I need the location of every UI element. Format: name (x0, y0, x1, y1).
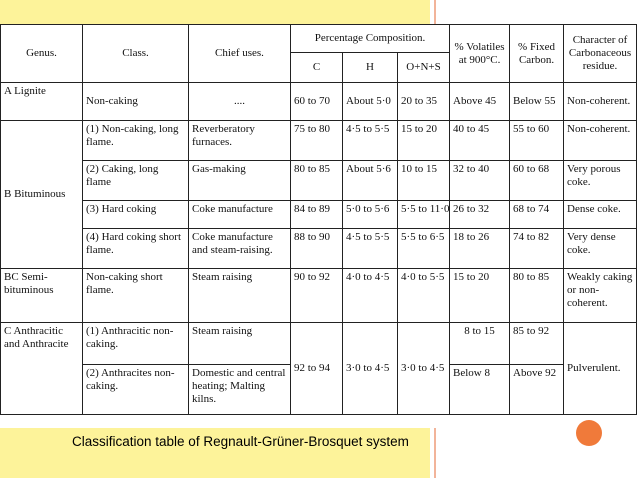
genus-bituminous: B Bituminous (1, 121, 83, 269)
cell-h: About 5·6 (343, 161, 398, 201)
table-row (1, 121, 637, 161)
genus-lignite: A Lignite (1, 83, 83, 121)
cell-c: 90 to 92 (291, 269, 343, 323)
cell-volatiles: Above 45 (450, 83, 510, 121)
cell-c: 88 to 90 (291, 229, 343, 269)
cell-character: Pulverulent. (564, 323, 637, 415)
cell-character: Non-coherent. (564, 83, 637, 121)
cell-volatiles: Below 8 (450, 365, 510, 415)
cell-uses: Reverberatory furnaces. (189, 121, 291, 161)
cell-fixed-carbon: 68 to 74 (510, 201, 564, 229)
accent-circle (576, 420, 602, 446)
cell-c: 92 to 94 (291, 323, 343, 415)
cell-class: Non-caking (83, 83, 189, 121)
classification-table (0, 24, 637, 415)
header-genus: Genus. (1, 25, 83, 83)
cell-volatiles: 15 to 20 (450, 269, 510, 323)
cell-character: Non-coherent. (564, 121, 637, 161)
table-row (1, 269, 637, 323)
classification-table-image (0, 24, 638, 428)
cell-ons: 20 to 35 (398, 83, 450, 121)
header-percentage-composition: Percentage Composition. (291, 25, 450, 53)
cell-fixed-carbon: 60 to 68 (510, 161, 564, 201)
cell-uses: Steam raising (189, 323, 291, 365)
cell-character: Very porous coke. (564, 161, 637, 201)
header-c: C (291, 53, 343, 83)
cell-ons: 5·5 to 6·5 (398, 229, 450, 269)
header-chief-uses: Chief uses. (189, 25, 291, 83)
cell-h: 4·5 to 5·5 (343, 121, 398, 161)
cell-character: Weakly caking or non-coherent. (564, 269, 637, 323)
cell-h: 3·0 to 4·5 (343, 323, 398, 415)
cell-class: (1) Non-caking, long flame. (83, 121, 189, 161)
cell-uses: Domestic and central heating; Malting kilns. (189, 365, 291, 415)
cell-uses: .... (189, 83, 291, 121)
cell-ons: 5·5 to 11·0 (398, 201, 450, 229)
cell-c: 84 to 89 (291, 201, 343, 229)
cell-h: 5·0 to 5·6 (343, 201, 398, 229)
header-volatiles: % Volatiles at 900°C. (450, 25, 510, 83)
cell-volatiles: 26 to 32 (450, 201, 510, 229)
header-ons: O+N+S (398, 53, 450, 83)
cell-class: Non-caking short flame. (83, 269, 189, 323)
cell-class: (1) Anthracitic non-caking. (83, 323, 189, 365)
cell-class: (3) Hard coking (83, 201, 189, 229)
cell-volatiles: 32 to 40 (450, 161, 510, 201)
cell-uses: Coke manufacture (189, 201, 291, 229)
table-row (1, 83, 637, 121)
cell-fixed-carbon: 55 to 60 (510, 121, 564, 161)
genus-anthracite: C Anthracitic and Anthracite (1, 323, 83, 415)
cell-fixed-carbon: 74 to 82 (510, 229, 564, 269)
cell-uses: Gas-making (189, 161, 291, 201)
cell-c: 60 to 70 (291, 83, 343, 121)
table-caption: Classification table of Regnault-Grüner-Brosquet system (72, 434, 409, 449)
cell-h: 4·0 to 4·5 (343, 269, 398, 323)
cell-class: (2) Anthracites non-caking. (83, 365, 189, 415)
cell-h: About 5·0 (343, 83, 398, 121)
cell-uses: Coke manufacture and steam-raising. (189, 229, 291, 269)
cell-c: 75 to 80 (291, 121, 343, 161)
cell-ons: 10 to 15 (398, 161, 450, 201)
cell-ons: 3·0 to 4·5 (398, 323, 450, 415)
cell-class: (2) Caking, long flame (83, 161, 189, 201)
cell-volatiles: 18 to 26 (450, 229, 510, 269)
cell-character: Dense coke. (564, 201, 637, 229)
cell-fixed-carbon: Below 55 (510, 83, 564, 121)
table-row (1, 229, 637, 269)
header-class: Class. (83, 25, 189, 83)
cell-h: 4·5 to 5·5 (343, 229, 398, 269)
cell-volatiles: 8 to 15 (450, 323, 510, 365)
cell-character: Very dense coke. (564, 229, 637, 269)
table-row (1, 323, 637, 365)
header-character: Character of Carbonaceous residue. (564, 25, 637, 83)
cell-uses: Steam raising (189, 269, 291, 323)
cell-ons: 15 to 20 (398, 121, 450, 161)
cell-fixed-carbon: Above 92 (510, 365, 564, 415)
cell-class: (4) Hard coking short flame. (83, 229, 189, 269)
table-row (1, 161, 637, 201)
genus-semi-bituminous: BC Semi-bituminous (1, 269, 83, 323)
header-h: H (343, 53, 398, 83)
cell-ons: 4·0 to 5·5 (398, 269, 450, 323)
table-row (1, 201, 637, 229)
cell-fixed-carbon: 85 to 92 (510, 323, 564, 365)
cell-fixed-carbon: 80 to 85 (510, 269, 564, 323)
header-fixed-carbon: % Fixed Carbon. (510, 25, 564, 83)
cell-c: 80 to 85 (291, 161, 343, 201)
cell-volatiles: 40 to 45 (450, 121, 510, 161)
